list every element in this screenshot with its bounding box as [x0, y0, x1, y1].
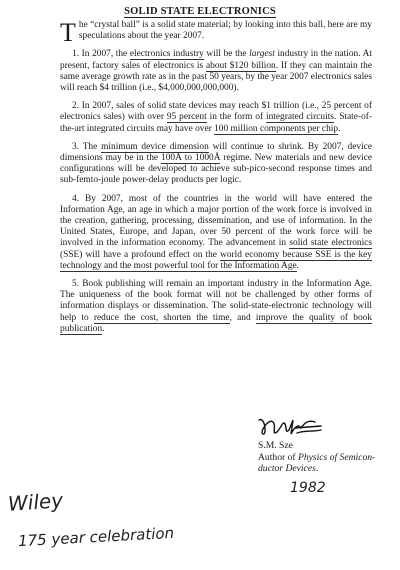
intro-paragraph: The “crystal ball” is a solid state material; by looking into this ball, here are my speculations about the year 2007. [60, 18, 372, 47]
author-name: S.M. Sze [258, 440, 293, 451]
document-title: SOLID STATE ELECTRONICS [124, 6, 276, 17]
drop-cap: T [60, 18, 76, 47]
author-credit-line-1: Author of Physics of Semicon- [258, 451, 376, 463]
handwritten-year: 1982 [290, 480, 326, 496]
handwritten-signature [255, 414, 325, 440]
paragraph-5: 5. Book publishing will remain an important industry in the Information Age. The uniqueness of the book format will not be challenged by other forms of information displays or dissemination. The solid-state-electronic technology will help to reduce the cost, shorten the time, and improve the quality of book publication. [60, 279, 373, 334]
paragraph-2: 2. In 2007, sales of solid state devices may reach $1 trillion (i.e., 25 percent of electronics sales) with over 95 percent in the form of integrated circuits. State-of-the-art integrated circuits may have over 100 million components per chip. [60, 101, 373, 134]
paragraph-1: 1. In 2007, the electronics industry will be the largest industry in the nation. At present, factory sales of electronics is about $120 billion. If they can maintain the same average growth rate as in the past 50 years, by the year 2007 electronics sales will reach $4 trillion (i.e., $4,000,000,000,000). [60, 49, 373, 94]
paragraph-3: 3. The minimum device dimension will continue to shrink. By 2007, device dimensions may be in the 100Å to 1000Å regime. New materials and new device configurations will be developed to achieve sub-pico-second response times and sub-femto-joule power-delay products per logic. [60, 141, 373, 186]
author-credit-line-2: ductor Devices. [258, 463, 319, 474]
paragraph-4: 4. By 2007, most of the countries in the world will have entered the Information Age, an age in which a major portion of the work force is involved in the creation, gathering, processing, dissemination, and use of information. In the United States, Europe, and Japan, over 50 percent of the work force will be involved in the information economy. The advancement in solid state electronics (SSE) will have a profound effect on the world economy because SSE is the key technology and the most powerful tool for the Information Age. [60, 193, 372, 271]
handwritten-note-line-1: Wiley [7, 488, 64, 516]
document-body [60, 20, 372, 342]
author-signature-block [258, 440, 388, 475]
handwritten-note-line-2: 175 year celebration [17, 523, 175, 551]
